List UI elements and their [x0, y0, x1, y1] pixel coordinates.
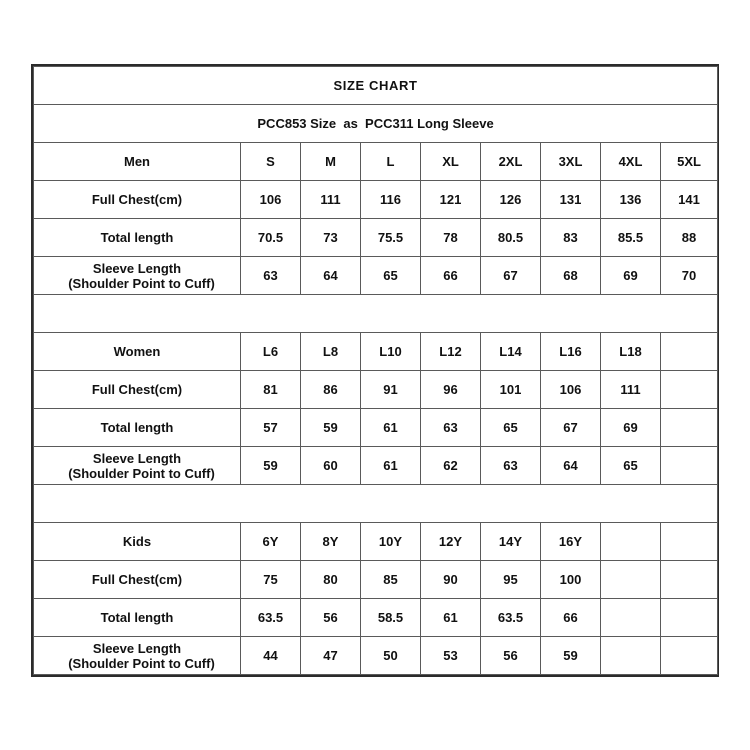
page-title: SIZE CHART: [34, 67, 718, 105]
size-header-cell-women-2: L10: [361, 333, 421, 371]
measurement-cell: 75: [241, 561, 301, 599]
measurement-cell: 86: [301, 371, 361, 409]
measurement-cell: 58.5: [361, 599, 421, 637]
measurement-label: [34, 219, 241, 257]
measurement-label-line2: (Shoulder Point to Cuff): [68, 275, 215, 291]
measurement-label: [34, 561, 241, 599]
measurement-cell-empty: [661, 599, 718, 637]
measurement-label-line1: Total length: [100, 230, 174, 245]
measurement-cell: 61: [361, 409, 421, 447]
measurement-cell-empty: [661, 637, 718, 675]
section-spacer: [34, 485, 718, 523]
measurement-cell: 59: [301, 409, 361, 447]
measurement-cell: 73: [301, 219, 361, 257]
size-header-cell-kids-1: 8Y: [301, 523, 361, 561]
measurement-cell: 56: [481, 637, 541, 675]
measurement-row: [34, 561, 718, 599]
size-header-cell-kids-4: 14Y: [481, 523, 541, 561]
size-header-cell-men-4: 2XL: [481, 143, 541, 181]
measurement-label: [34, 447, 241, 485]
section-header-row-kids: [34, 523, 718, 561]
measurement-cell: 70.5: [241, 219, 301, 257]
size-header-cell-men-6: 4XL: [601, 143, 661, 181]
measurement-cell: 121: [421, 181, 481, 219]
measurement-cell: 64: [541, 447, 601, 485]
measurement-label-line2: (Shoulder Point to Cuff): [68, 655, 215, 671]
measurement-row: [34, 219, 718, 257]
size-header-cell-kids-0: 6Y: [241, 523, 301, 561]
measurement-cell: 65: [601, 447, 661, 485]
measurement-row: [34, 257, 718, 295]
measurement-cell: 59: [541, 637, 601, 675]
size-header-cell-men-7: 5XL: [661, 143, 718, 181]
section-header-row-men: [34, 143, 718, 181]
measurement-row: [34, 181, 718, 219]
measurement-cell: 136: [601, 181, 661, 219]
section-label-kids: Kids: [34, 523, 241, 561]
measurement-cell: 126: [481, 181, 541, 219]
measurement-label-line1: Total length: [100, 610, 174, 625]
size-header-cell-women-6: L18: [601, 333, 661, 371]
measurement-cell: 141: [661, 181, 718, 219]
measurement-cell-empty: [661, 409, 718, 447]
measurement-cell: 65: [361, 257, 421, 295]
size-header-cell-men-3: XL: [421, 143, 481, 181]
size-header-cell-empty: [661, 333, 718, 371]
measurement-label-line1: Full Chest(cm): [91, 382, 183, 397]
measurement-cell: 111: [601, 371, 661, 409]
measurement-cell: 80.5: [481, 219, 541, 257]
measurement-cell: 61: [421, 599, 481, 637]
measurement-cell: 91: [361, 371, 421, 409]
measurement-row: [34, 447, 718, 485]
measurement-cell-empty: [601, 599, 661, 637]
size-header-cell-men-0: S: [241, 143, 301, 181]
measurement-cell: 63.5: [481, 599, 541, 637]
subtitle-text: PCC853 Size as PCC311 Long Sleeve: [34, 105, 718, 143]
measurement-cell: 67: [481, 257, 541, 295]
measurement-cell: 61: [361, 447, 421, 485]
measurement-row: [34, 599, 718, 637]
measurement-cell: 50: [361, 637, 421, 675]
measurement-cell: 85: [361, 561, 421, 599]
measurement-cell: 67: [541, 409, 601, 447]
measurement-cell: 131: [541, 181, 601, 219]
measurement-cell: 57: [241, 409, 301, 447]
measurement-cell: 63.5: [241, 599, 301, 637]
measurement-label-line1: Full Chest(cm): [91, 192, 183, 207]
section-spacer-row: [34, 485, 718, 523]
measurement-label-line1: Sleeve Length: [92, 450, 182, 466]
size-header-cell-women-1: L8: [301, 333, 361, 371]
measurement-cell: 81: [241, 371, 301, 409]
measurement-cell: 66: [541, 599, 601, 637]
measurement-cell: 95: [481, 561, 541, 599]
measurement-cell: 106: [241, 181, 301, 219]
measurement-row: [34, 371, 718, 409]
measurement-cell: 90: [421, 561, 481, 599]
measurement-cell: 96: [421, 371, 481, 409]
size-header-cell-women-0: L6: [241, 333, 301, 371]
measurement-label-line1: Sleeve Length: [92, 260, 182, 276]
measurement-cell: 63: [421, 409, 481, 447]
measurement-label: [34, 257, 241, 295]
measurement-cell-empty: [661, 371, 718, 409]
measurement-cell: 56: [301, 599, 361, 637]
measurement-label-line2: (Shoulder Point to Cuff): [68, 465, 215, 481]
size-header-cell-women-5: L16: [541, 333, 601, 371]
size-header-cell-men-5: 3XL: [541, 143, 601, 181]
size-header-cell-empty: [661, 523, 718, 561]
measurement-cell-empty: [601, 561, 661, 599]
measurement-cell: 111: [301, 181, 361, 219]
measurement-cell: 100: [541, 561, 601, 599]
measurement-cell: 60: [301, 447, 361, 485]
measurement-cell-empty: [661, 561, 718, 599]
measurement-cell: 83: [541, 219, 601, 257]
measurement-cell: 78: [421, 219, 481, 257]
section-label-women: Women: [34, 333, 241, 371]
measurement-cell: 85.5: [601, 219, 661, 257]
size-header-cell-men-1: M: [301, 143, 361, 181]
measurement-label: [34, 409, 241, 447]
measurement-cell: 65: [481, 409, 541, 447]
measurement-cell: 80: [301, 561, 361, 599]
measurement-label: [34, 181, 241, 219]
measurement-cell: 59: [241, 447, 301, 485]
section-label-men: Men: [34, 143, 241, 181]
measurement-cell: 53: [421, 637, 481, 675]
title-row: [34, 67, 718, 105]
size-chart-table: [33, 66, 718, 675]
section-spacer: [34, 295, 718, 333]
measurement-cell: 68: [541, 257, 601, 295]
measurement-label-line1: Total length: [100, 420, 174, 435]
measurement-cell-empty: [661, 447, 718, 485]
measurement-cell: 64: [301, 257, 361, 295]
measurement-cell: 44: [241, 637, 301, 675]
size-header-cell-kids-2: 10Y: [361, 523, 421, 561]
measurement-cell: 69: [601, 257, 661, 295]
measurement-row: [34, 409, 718, 447]
section-header-row-women: [34, 333, 718, 371]
measurement-label: [34, 371, 241, 409]
measurement-cell: 101: [481, 371, 541, 409]
size-chart: [31, 64, 719, 677]
measurement-cell: 88: [661, 219, 718, 257]
measurement-cell-empty: [601, 637, 661, 675]
measurement-cell: 63: [241, 257, 301, 295]
size-header-cell-men-2: L: [361, 143, 421, 181]
size-header-cell-kids-5: 16Y: [541, 523, 601, 561]
measurement-cell: 47: [301, 637, 361, 675]
size-header-cell-women-3: L12: [421, 333, 481, 371]
measurement-cell: 75.5: [361, 219, 421, 257]
measurement-cell: 116: [361, 181, 421, 219]
measurement-cell: 69: [601, 409, 661, 447]
section-spacer-row: [34, 295, 718, 333]
size-header-cell-empty: [601, 523, 661, 561]
measurement-row: [34, 637, 718, 675]
size-header-cell-women-4: L14: [481, 333, 541, 371]
subtitle-row: [34, 105, 718, 143]
measurement-cell: 62: [421, 447, 481, 485]
measurement-label: [34, 599, 241, 637]
measurement-cell: 63: [481, 447, 541, 485]
measurement-cell: 70: [661, 257, 718, 295]
measurement-cell: 66: [421, 257, 481, 295]
measurement-cell: 106: [541, 371, 601, 409]
measurement-label-line1: Full Chest(cm): [91, 572, 183, 587]
measurement-label: [34, 637, 241, 675]
measurement-label-line1: Sleeve Length: [92, 640, 182, 656]
size-header-cell-kids-3: 12Y: [421, 523, 481, 561]
